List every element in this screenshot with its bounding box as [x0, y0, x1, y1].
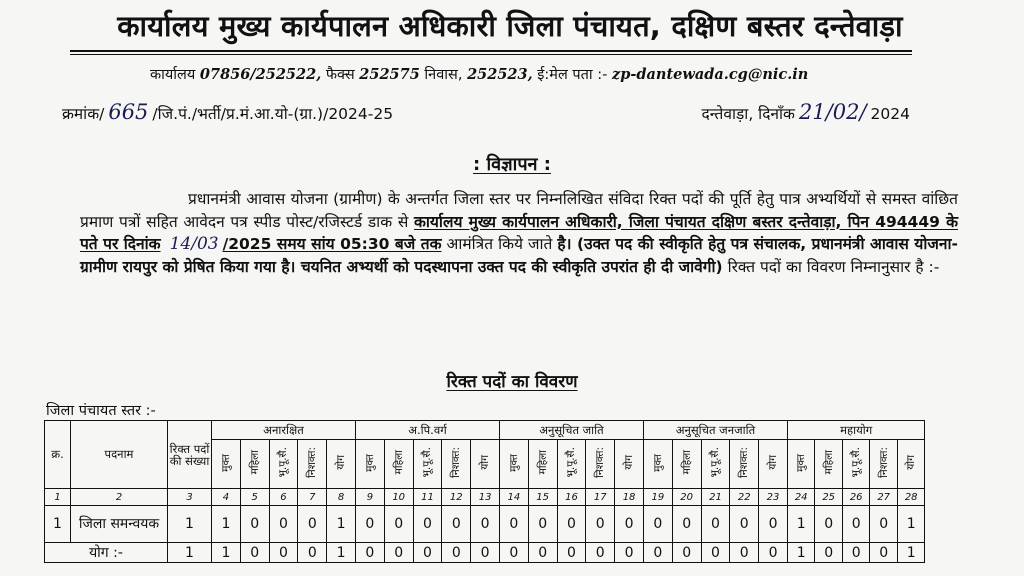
row-vacancy: 1	[168, 506, 212, 543]
column-number: 16	[557, 489, 586, 506]
column-number: 17	[586, 489, 615, 506]
issue-date: दन्तेवाड़ा, दिनाँक 21/02/ 2024	[701, 100, 910, 124]
sub-column-header: महिला	[672, 440, 701, 489]
table-cell: 0	[672, 506, 701, 543]
total-cell: 0	[355, 543, 384, 563]
column-number: 26	[842, 489, 870, 506]
col-serial: क्र.	[45, 421, 71, 489]
table-cell: 0	[471, 506, 500, 543]
approval-note: है। (उक्त पद की स्वीकृति हेतु पत्र संचालक, प्रधानमंत्री आवास योजना-ग्रामीण रायपुर को प्रेषित किया गया है। चयनित अभ्यर्थी को पदस्थापना उक्त पद की स्वीकृति उपरांत ही दी जावेगी)	[80, 235, 958, 276]
table-cell: 0	[355, 506, 384, 543]
total-cell: 0	[442, 543, 471, 563]
total-label: योग :-	[45, 543, 168, 563]
col-post-name: पदनाम	[71, 421, 168, 489]
total-cell: 0	[528, 543, 557, 563]
sub-column-header: मुक्त	[355, 440, 384, 489]
column-number: 23	[759, 489, 788, 506]
column-number: 5	[240, 489, 269, 506]
total-cell: 0	[384, 543, 413, 563]
handwritten-last-date: 14/03	[169, 234, 219, 255]
column-number: 28	[897, 489, 925, 506]
sub-column-header: निशक्त:	[586, 440, 615, 489]
row-post-name: जिला समन्वयक	[71, 506, 168, 543]
column-number: 19	[643, 489, 672, 506]
column-number: 7	[298, 489, 327, 506]
column-number: 21	[701, 489, 730, 506]
column-number: 18	[615, 489, 644, 506]
sub-column-header: महिला	[240, 440, 269, 489]
office-title: कार्यालय मुख्य कार्यपालन अधिकारी जिला पंचायत, दक्षिण बस्तर दन्तेवाड़ा	[117, 9, 903, 43]
fax-number: 252575	[359, 66, 420, 83]
row-serial: 1	[45, 506, 71, 543]
column-number: 8	[327, 489, 356, 506]
table-cell: 0	[870, 506, 898, 543]
table-cell: 0	[269, 506, 298, 543]
table-cell: 1	[327, 506, 356, 543]
table-row	[45, 506, 925, 543]
sub-column-header: भू.पू.सै.	[269, 440, 298, 489]
group-header: अनुसूचित जनजाति	[643, 421, 787, 440]
total-cell: 0	[240, 543, 269, 563]
sub-column-header: योग	[471, 440, 500, 489]
sub-column-header: निशक्त:	[870, 440, 898, 489]
group-header-row	[45, 421, 925, 440]
table-cell: 1	[787, 506, 815, 543]
table-cell: 0	[240, 506, 269, 543]
table-cell: 0	[759, 506, 788, 543]
sub-column-header: भू.पू.सै.	[413, 440, 442, 489]
col-vacancy-count: रिक्त पदों की संख्या	[168, 421, 212, 489]
total-cell: 0	[730, 543, 759, 563]
table-cell: 0	[701, 506, 730, 543]
group-header: अनारक्षित	[212, 421, 356, 440]
column-number: 27	[870, 489, 898, 506]
sub-column-header: निशक्त:	[298, 440, 327, 489]
reference-number: क्रमांक/ 665 /जि.पं./भर्ती/प्र.मं.आ.यो-(ग्रा.)/2024-25	[62, 100, 394, 124]
table-cell: 0	[499, 506, 528, 543]
column-number: 1	[45, 489, 71, 506]
column-number-row	[45, 489, 925, 506]
residence-phone: 252523,	[467, 66, 533, 83]
total-cell: 0	[471, 543, 500, 563]
sub-column-header: महिला	[528, 440, 557, 489]
table-cell: 0	[730, 506, 759, 543]
column-number: 24	[787, 489, 815, 506]
table-cell: 0	[643, 506, 672, 543]
table-cell: 1	[212, 506, 241, 543]
table-cell: 1	[897, 506, 925, 543]
sub-column-header: योग	[327, 440, 356, 489]
total-cell: 0	[499, 543, 528, 563]
column-number: 3	[168, 489, 212, 506]
sub-column-header: भू.पू.सै.	[701, 440, 730, 489]
office-address: कार्यालय मुख्य कार्यपालन अधिकारी, जिला पंचायत दक्षिण बस्तर दन्तेवाड़ा, पिन 494449 के पते पर दिनांक	[80, 212, 958, 254]
column-number: 6	[269, 489, 298, 506]
table-cell: 0	[842, 506, 870, 543]
table-cell: 0	[557, 506, 586, 543]
sub-column-header: मुक्त	[499, 440, 528, 489]
level-label: जिला पंचायत स्तर :-	[46, 403, 156, 419]
total-cell: 0	[413, 543, 442, 563]
total-cell: 0	[586, 543, 615, 563]
sub-column-header: मुक्त	[643, 440, 672, 489]
sub-column-header: योग	[897, 440, 925, 489]
handwritten-date: 21/02/	[798, 100, 867, 124]
group-header: अ.पि.वर्ग	[355, 421, 499, 440]
email-address: zp-dantewada.cg@nic.in	[612, 66, 809, 83]
total-cell: 0	[870, 543, 898, 563]
total-cell: 0	[842, 543, 870, 563]
table-cell: 0	[413, 506, 442, 543]
total-cell: 0	[298, 543, 327, 563]
column-number: 11	[413, 489, 442, 506]
total-cell: 1	[897, 543, 925, 563]
handwritten-number: 665	[108, 100, 149, 124]
sub-column-header: मुक्त	[212, 440, 241, 489]
table-cell: 0	[298, 506, 327, 543]
sub-column-header: निशक्त:	[442, 440, 471, 489]
sub-column-header: निशक्त:	[730, 440, 759, 489]
table-cell: 0	[442, 506, 471, 543]
office-phone: 07856/252522,	[199, 66, 322, 83]
deadline-time: /2025 समय सांय 05:30 बजे तक	[222, 235, 442, 254]
column-number: 25	[815, 489, 843, 506]
column-number: 13	[471, 489, 500, 506]
table-cell: 0	[615, 506, 644, 543]
vacancy-details-heading: रिक्त पदों का विवरण	[446, 372, 578, 392]
total-cell: 0	[643, 543, 672, 563]
total-cell: 1	[787, 543, 815, 563]
column-number: 10	[384, 489, 413, 506]
sub-column-header: योग	[615, 440, 644, 489]
title-underline	[70, 50, 912, 55]
sub-column-header: योग	[759, 440, 788, 489]
sub-column-header: महिला	[815, 440, 843, 489]
notice-body: प्रधानमंत्री आवास योजना (ग्रामीण) के अन्तर्गत जिला स्तर पर निम्नलिखित संविदा रिक्त पदों की पूर्ति हेतु पात्र अभ्यर्थियों से समस्त वांछित प्रमाण पत्रों सहित आवेदन पत्र स्पीड पोस्ट/रजिस्टर्ड डाक से कार्यालय मुख्य कार्यपालन अधिकारी, जिला पंचायत दक्षिण बस्तर दन्तेवाड़ा, पिन 494449 के पते पर दिनांक 14/03 /2025 समय सांय 05:30 बजे तक आमंत्रित किये जाते है। (उक्त पद की स्वीकृति हेतु पत्र संचालक, प्रधानमंत्री आवास योजना-ग्रामीण रायपुर को प्रेषित किया गया है। चयनित अभ्यर्थी को पदस्थापना उक्त पद की स्वीकृति उपरांत ही दी जावेगी) रिक्त पदों का विवरण निम्नानुसार है :-	[80, 190, 958, 276]
column-number: 9	[355, 489, 384, 506]
sub-column-header: भू.पू.सै.	[842, 440, 870, 489]
column-number: 2	[71, 489, 168, 506]
total-cell: 1	[327, 543, 356, 563]
total-cell: 0	[815, 543, 843, 563]
total-cell: 0	[269, 543, 298, 563]
column-number: 15	[528, 489, 557, 506]
table-cell: 0	[384, 506, 413, 543]
total-cell: 1	[212, 543, 241, 563]
sub-column-header: महिला	[384, 440, 413, 489]
group-header: अनुसूचित जाति	[499, 421, 643, 440]
column-number: 4	[212, 489, 241, 506]
column-number: 22	[730, 489, 759, 506]
column-number: 12	[442, 489, 471, 506]
notice-heading: : विज्ञापन :	[472, 154, 551, 175]
total-row	[45, 543, 925, 563]
table-cell: 0	[528, 506, 557, 543]
group-header: महायोग	[787, 421, 925, 440]
table-cell: 0	[586, 506, 615, 543]
vacancy-table	[44, 420, 925, 563]
total-cell: 0	[557, 543, 586, 563]
total-cell: 0	[759, 543, 788, 563]
column-number: 20	[672, 489, 701, 506]
contact-line: कार्यालय 07856/252522, फैक्स 252575 निवास, 252523, ई:मेल पता :- zp-dantewada.cg@nic.in	[150, 66, 809, 83]
total-vacancy: 1	[168, 543, 212, 563]
table-cell: 0	[815, 506, 843, 543]
sub-column-header: भू.पू.सै.	[557, 440, 586, 489]
total-cell: 0	[615, 543, 644, 563]
sub-column-header: मुक्त	[787, 440, 815, 489]
total-cell: 0	[672, 543, 701, 563]
column-number: 14	[499, 489, 528, 506]
total-cell: 0	[701, 543, 730, 563]
